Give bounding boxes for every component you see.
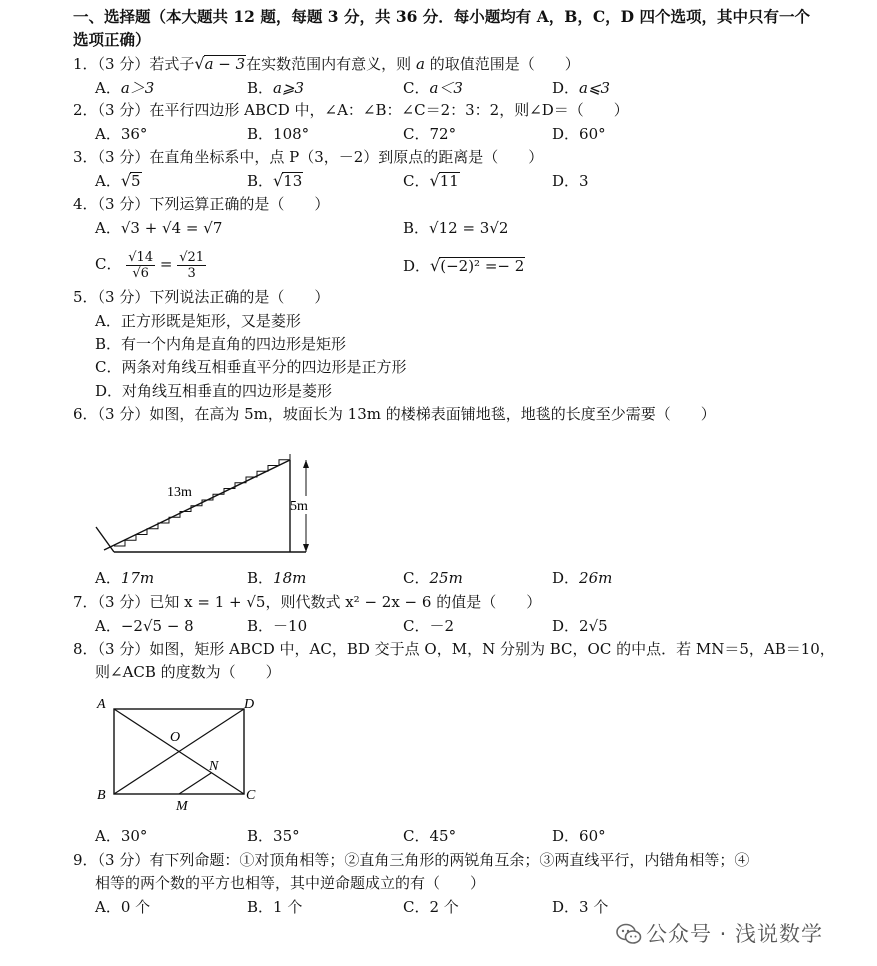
label-c: C <box>246 788 256 803</box>
q5-option-b: B．有一个内角是直角的四边形是矩形 <box>95 335 347 353</box>
question-7: 7．（3 分）已知 x = 1 + √5，则代数式 x² − 2x − 6 的值是（ ） <box>73 593 542 611</box>
q2-option-d: D．60° <box>552 125 606 143</box>
slope-edge <box>96 527 114 552</box>
label-o: O <box>170 730 181 745</box>
q4-option-c: C． $\frac{√14}{√6}$ = $\frac{√21}{3}$ <box>95 249 205 281</box>
q1-option-b: B．a⩾3 <box>247 79 305 97</box>
question-9-line2: 相等的两个数的平方也相等，其中逆命题成立的有（ ） <box>95 874 486 892</box>
question-1: 1．（3 分）若式子√a − 3在实数范围内有意义，则 a 的取值范围是（ ） <box>73 54 580 73</box>
arrow-up-icon <box>303 460 309 468</box>
q4-option-d: D．√(−2)² =− 2 <box>403 256 525 275</box>
q8-option-b: B．35° <box>247 827 300 845</box>
q2-option-c: C．72° <box>403 125 457 143</box>
q3-option-a: A．√5 <box>95 171 141 190</box>
wechat-icon <box>616 923 642 945</box>
q6-option-d: D．26m <box>552 569 613 587</box>
q1-option-d: D．a⩽3 <box>552 79 611 97</box>
q3-option-b: B．√13 <box>247 171 303 190</box>
question-5: 5．（3 分）下列说法正确的是（ ） <box>73 288 330 306</box>
watermark <box>616 918 823 948</box>
q5-option-a: A．正方形既是矩形，又是菱形 <box>95 312 301 330</box>
q4-option-b: B．√12 = 3√2 <box>403 219 509 237</box>
q9-option-d: D．3 个 <box>552 898 609 916</box>
q6-option-a: A．17m <box>95 569 155 587</box>
q5-option-c: C．两条对角线互相垂直平分的四边形是正方形 <box>95 358 407 376</box>
q9-option-a: A．0 个 <box>95 898 151 916</box>
question-2: 2．（3 分）在平行四边形 ABCD 中，∠A：∠B：∠C＝2：3：2，则∠D＝（ ） <box>73 101 629 119</box>
fraction-right: $\frac{√21}{3}$ <box>179 249 205 281</box>
q3-option-d: D．3 <box>552 172 589 190</box>
q9-option-b: B．1 个 <box>247 898 303 916</box>
label-m: M <box>176 799 188 814</box>
q2-option-b: B．108° <box>247 125 310 143</box>
q3-option-c: C．√11 <box>403 171 459 190</box>
q8-option-d: D．60° <box>552 827 606 845</box>
question-8: 8．（3 分）如图，矩形 ABCD 中，AC，BD 交于点 O，M，N 分别为 BC，OC 的中点．若 MN＝5，AB＝10， <box>73 640 835 658</box>
q7-option-c: C．－2 <box>403 617 455 635</box>
height-label: 5m <box>290 499 308 514</box>
q5-option-d: D．对角线互相垂直的四边形是菱形 <box>95 382 333 400</box>
slope-label: 13m <box>167 485 192 500</box>
question-3: 3．（3 分）在直角坐标系中，点 P（3，－2）到原点的距离是（ ） <box>73 148 544 166</box>
label-a: A <box>97 697 106 712</box>
q9-option-c: C．2 个 <box>403 898 459 916</box>
question-9: 9．（3 分）有下列命题：①对顶角相等；②直角三角形的两锐角互余；③两直线平行，内错角相等；④ <box>73 851 750 869</box>
q6-option-c: C．25m <box>403 569 463 587</box>
q6-option-b: B．18m <box>247 569 307 587</box>
q7-option-b: B．－10 <box>247 617 308 635</box>
label-b: B <box>97 788 106 803</box>
question-6: 6．（3 分）如图，在高为 5m，坡面长为 13m 的楼梯表面铺地毯，地毯的长度至少需要（ ） <box>73 405 716 423</box>
arrow-down-icon <box>303 544 309 552</box>
q7-option-d: D．2√5 <box>552 617 608 635</box>
q1-option-a: A．a＞3 <box>95 79 155 97</box>
rectangle-figure <box>92 692 272 820</box>
q8-option-c: C．45° <box>403 827 457 845</box>
q4-option-a: A．√3 + √4 = √7 <box>95 219 223 237</box>
slope-line <box>104 460 290 550</box>
label-n: N <box>209 759 219 774</box>
question-4: 4．（3 分）下列运算正确的是（ ） <box>73 195 330 213</box>
q2-option-a: A．36° <box>95 125 148 143</box>
q1-option-c: C．a＜3 <box>403 79 463 97</box>
watermark-text: 公众号 · 浅说数学 <box>646 922 824 946</box>
question-8-line2: 则∠ACB 的度数为（ ） <box>95 663 281 681</box>
section-title-line1: 一、选择题（本大题共 12 题，每题 3 分，共 36 分．每小题均有 A，B，C，D 四个选项，其中只有一个 <box>73 7 811 26</box>
label-d: D <box>244 697 255 712</box>
q8-option-a: A．30° <box>95 827 148 845</box>
fraction-left: $\frac{√14}{√6}$ <box>128 249 154 281</box>
segment-mn <box>179 773 212 794</box>
section-title-line2: 选项正确） <box>73 30 151 49</box>
staircase-figure <box>92 450 322 560</box>
q7-option-a: A．−2√5 − 8 <box>95 617 194 635</box>
